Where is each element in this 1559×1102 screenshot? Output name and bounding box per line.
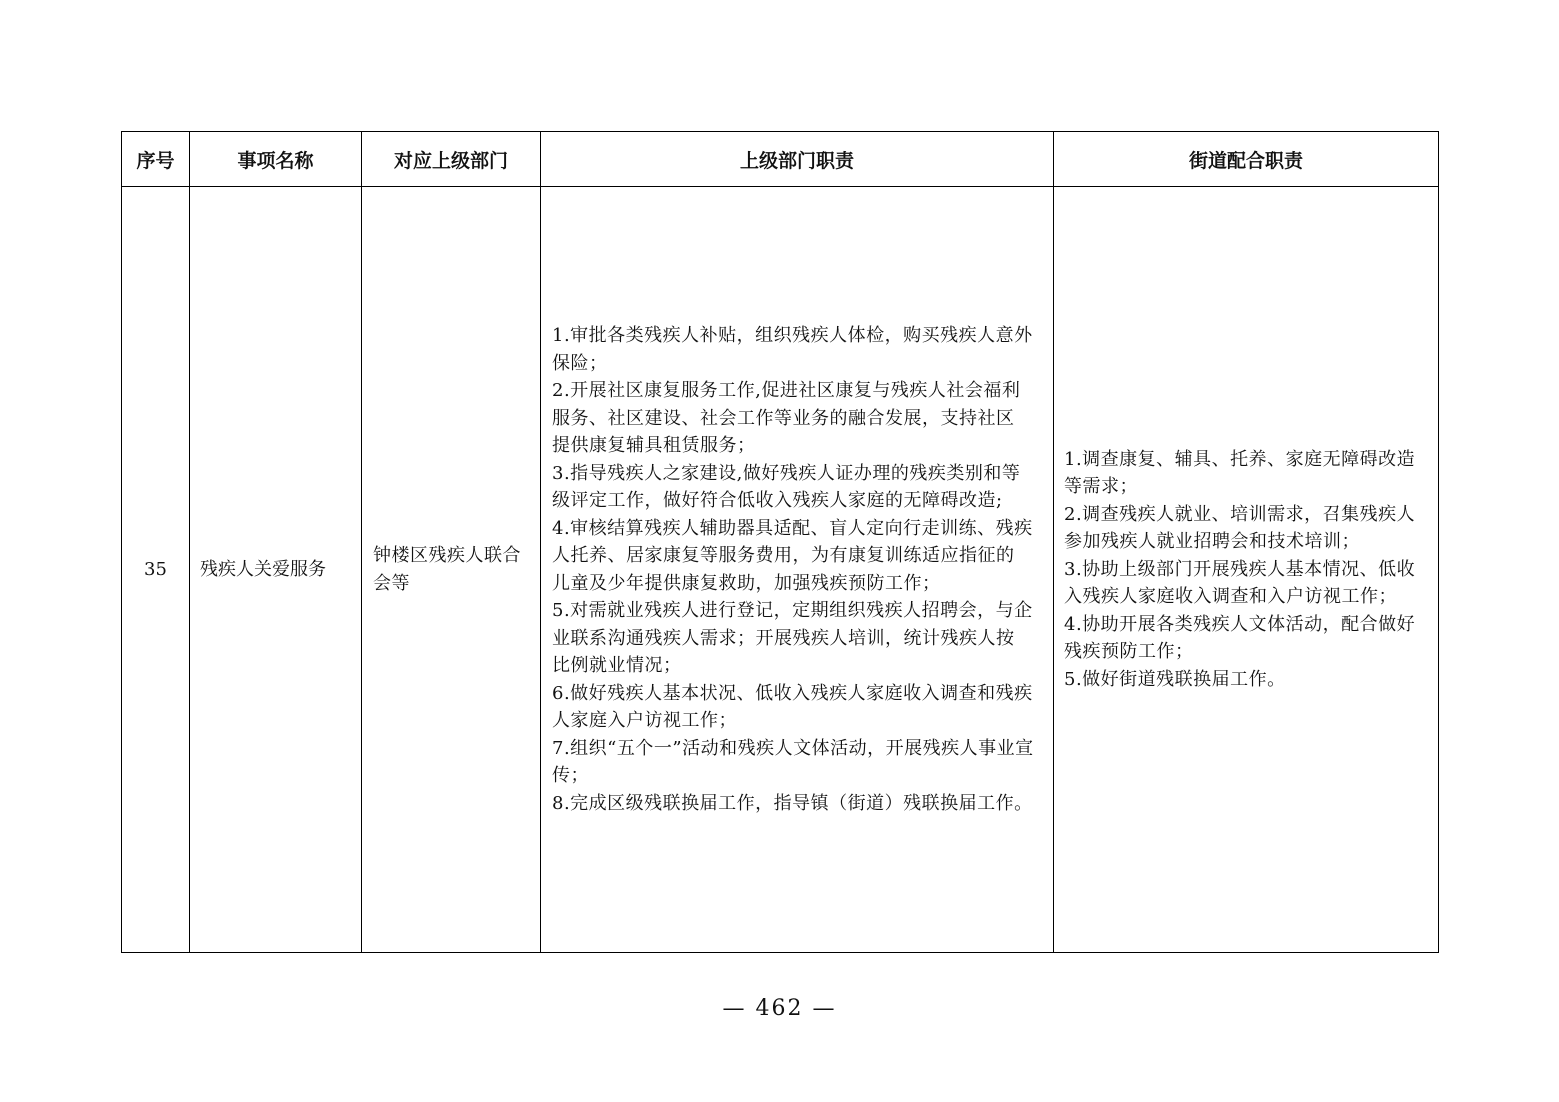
cell-dept-duties <box>541 187 1054 953</box>
cell-street-duties <box>1054 187 1439 953</box>
street-duty-line: 残疾预防工作； <box>1064 641 1194 663</box>
duty-line: 人家庭入户访视工作； <box>552 710 737 731</box>
duty-line: 5.对需就业残疾人进行登记，定期组织残疾人招聘会，与企 <box>552 600 1033 621</box>
header-dept: 对应上级部门 <box>362 132 541 187</box>
duty-line: 提供康复辅具租赁服务； <box>552 435 756 456</box>
header-street-duties: 街道配合职责 <box>1054 132 1439 187</box>
street-duty-line: 5.做好街道残联换届工作。 <box>1064 668 1286 690</box>
duty-line: 人托养、居家康复等服务费用，为有康复训练适应指征的 <box>552 545 1015 566</box>
duty-line: 4.审核结算残疾人辅助器具适配、盲人定向行走训练、残疾 <box>552 517 1033 539</box>
street-duty-line: 等需求； <box>1064 476 1138 498</box>
duty-line: 6.做好残疾人基本状况、低收入残疾人家庭收入调查和残疾 <box>552 682 1033 704</box>
duty-line: 7.组织“五个一”活动和残疾人文体活动，开展残疾人事业宣 <box>552 737 1034 759</box>
duty-line: 级评定工作，做好符合低收入残疾人家庭的无障碍改造; <box>552 490 1003 511</box>
cell-item-name: 残疾人关爱服务 <box>190 187 362 953</box>
duty-line: 传； <box>552 765 589 786</box>
duty-line: 3.指导残疾人之家建设,做好残疾人证办理的残疾类别和等 <box>552 462 1021 484</box>
duty-line: 业联系沟通残疾人需求；开展残疾人培训，统计残疾人按 <box>552 627 1015 649</box>
header-seq: 序号 <box>122 132 190 187</box>
dept-line: 会等 <box>373 572 410 594</box>
duty-line: 1.审批各类残疾人补贴，组织残疾人体检，购买残疾人意外 <box>552 325 1033 346</box>
duty-line: 服务、社区建设、社会工作等业务的融合发展，支持社区 <box>552 407 1015 429</box>
duty-line: 比例就业情况； <box>552 655 682 676</box>
header-dept-duties: 上级部门职责 <box>541 132 1054 187</box>
street-duty-line: 4.协助开展各类残疾人文体活动，配合做好 <box>1064 613 1416 635</box>
responsibility-table-wrapper <box>121 131 1438 953</box>
header-item-name: 事项名称 <box>190 132 362 187</box>
responsibility-table <box>121 131 1439 953</box>
street-duty-line: 入残疾人家庭收入调查和入户访视工作； <box>1064 586 1397 608</box>
duty-line: 2.开展社区康复服务工作,促进社区康复与残疾人社会福利 <box>552 380 1021 401</box>
dept-line: 钟楼区残疾人联合 <box>373 545 521 566</box>
table-header-row <box>122 132 1439 187</box>
street-duty-line: 3.协助上级部门开展残疾人基本情况、低收 <box>1064 558 1416 580</box>
table-row <box>122 187 1439 953</box>
cell-seq: 35 <box>122 187 190 953</box>
duty-line: 儿童及少年提供康复救助，加强残疾预防工作； <box>552 572 941 594</box>
street-duty-line: 1.调查康复、辅具、托养、家庭无障碍改造 <box>1064 448 1416 470</box>
street-duty-line: 2.调查残疾人就业、培训需求，召集残疾人 <box>1064 503 1416 525</box>
duty-line: 8.完成区级残联换届工作，指导镇（街道）残联换届工作。 <box>552 792 1033 814</box>
street-duty-line: 参加残疾人就业招聘会和技术培训； <box>1064 531 1360 553</box>
page-number: — 462 — <box>722 996 837 1021</box>
cell-dept <box>362 187 541 953</box>
duty-line: 保险； <box>552 352 608 374</box>
